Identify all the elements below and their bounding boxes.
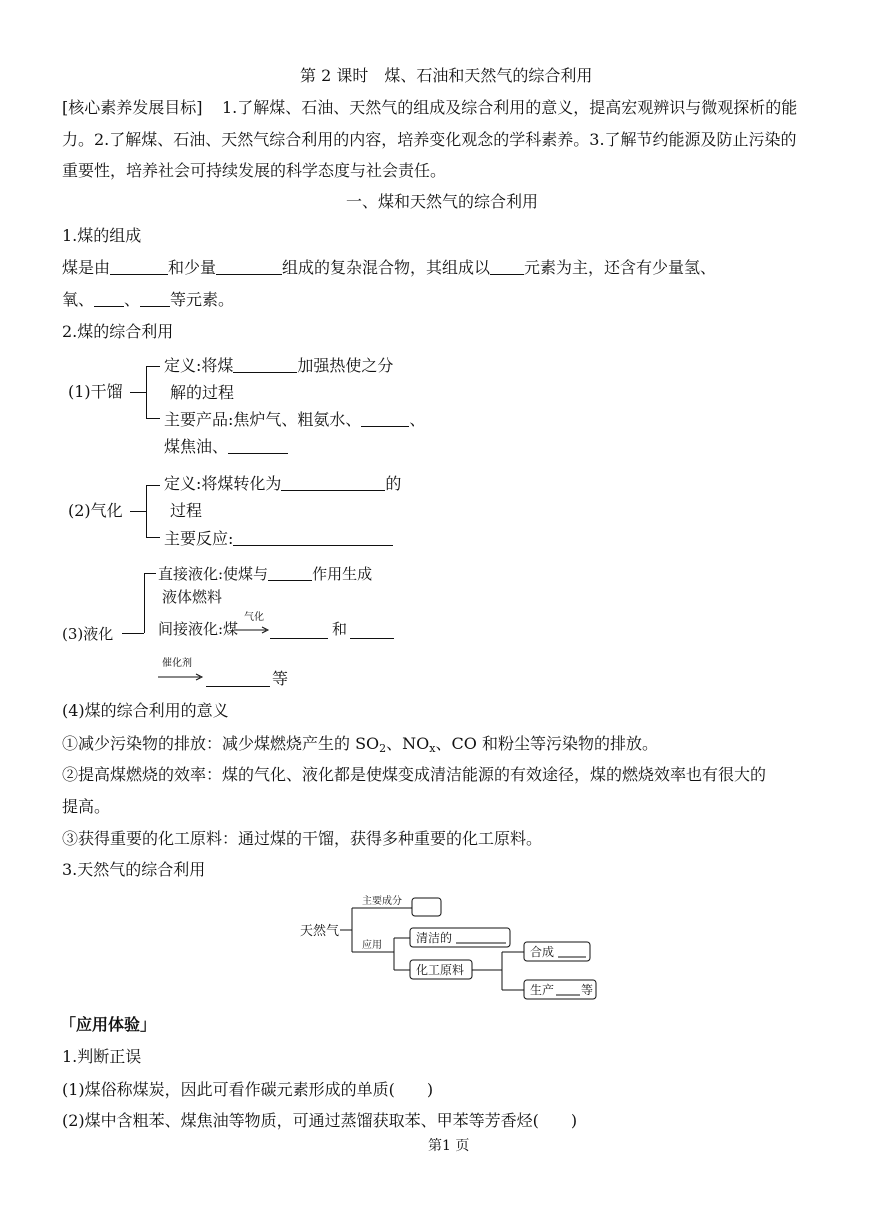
dry-products-line-1 bbox=[164, 412, 425, 428]
bracket-stem bbox=[122, 633, 144, 634]
goals-label: [核心素养发展目标] bbox=[62, 98, 203, 117]
answer-blank[interactable] bbox=[268, 566, 312, 581]
text: 氧、 bbox=[62, 290, 95, 309]
gasify-arrow-label: 气化 bbox=[244, 612, 264, 623]
gas-def-line-1 bbox=[164, 476, 401, 492]
use-label: 应用 bbox=[362, 940, 382, 951]
meaning-point-3: ③获得重要的化工原料：通过煤的干馏，获得多种重要的化工原料。 bbox=[62, 829, 543, 848]
answer-blank[interactable] bbox=[228, 439, 288, 454]
answer-blank[interactable] bbox=[110, 260, 168, 275]
text: 、 bbox=[124, 290, 141, 309]
subscript: x bbox=[429, 742, 436, 755]
goals-line-2: 力。2.了解煤、石油、天然气综合利用的内容，培养变化观念的学科素养。3.了解节约能源及防止污染的 bbox=[62, 130, 797, 149]
coal-composition-heading: 1.煤的组成 bbox=[62, 226, 142, 245]
coal-composition-line-1 bbox=[62, 260, 716, 276]
bracket-vertical bbox=[144, 573, 145, 633]
text: 元素为主，还含有少量氢、 bbox=[524, 258, 717, 277]
text: 定义:将煤转化为 bbox=[164, 474, 282, 493]
produce-label: 生产 bbox=[530, 983, 555, 997]
practice-question-1: (1)煤俗称煤炭，因此可看作碳元素形成的单质( ) bbox=[62, 1080, 434, 1099]
bracket-stem bbox=[130, 511, 146, 512]
practice-heading: 「应用体验」 bbox=[60, 1015, 157, 1034]
text: 等元素。 bbox=[170, 290, 235, 309]
bracket-stem bbox=[130, 392, 146, 393]
dry-def-line-1 bbox=[164, 358, 393, 374]
answer-blank[interactable] bbox=[233, 531, 393, 546]
text: 的 bbox=[385, 474, 402, 493]
meaning-point-2: ②提高煤燃烧的效率：煤的气化、液化都是使煤变成清洁能源的有效途径，煤的燃烧效率也有很大的 bbox=[62, 765, 767, 784]
coal-use-heading: 2.煤的综合利用 bbox=[62, 322, 174, 341]
gasify-arrow bbox=[234, 626, 270, 634]
dry-products-line-2 bbox=[164, 439, 288, 455]
text: 主要产品:焦炉气、粗氨水、 bbox=[164, 410, 362, 429]
bracket-branch bbox=[146, 366, 160, 367]
root-label: 天然气 bbox=[300, 924, 340, 939]
liquefaction-label: (3)液化 bbox=[62, 625, 114, 643]
catalyst-arrow bbox=[158, 673, 204, 681]
page-number: 第1 页 bbox=[428, 1138, 470, 1154]
liq-etc-text: 等 bbox=[272, 669, 289, 688]
liq-and-text: 和 bbox=[332, 620, 348, 638]
answer-blank[interactable] bbox=[233, 358, 297, 373]
natural-gas-diagram bbox=[296, 890, 616, 1010]
text: 、 bbox=[409, 410, 426, 429]
text: 组成的复杂混合物，其组成以 bbox=[282, 258, 491, 277]
chem-label: 化工原料 bbox=[416, 963, 465, 977]
synth-label: 合成 bbox=[530, 945, 555, 959]
main-component-box[interactable] bbox=[412, 898, 441, 916]
answer-blank[interactable] bbox=[350, 624, 394, 639]
bracket-branch bbox=[146, 418, 160, 419]
goals-line-1: 1.了解煤、石油、天然气的组成及综合利用的意义，提高宏观辨识与微观探析的能 bbox=[222, 98, 798, 117]
text: 、NO bbox=[386, 734, 430, 753]
liq-direct-line-1 bbox=[158, 566, 372, 582]
answer-blank[interactable] bbox=[140, 292, 170, 307]
clean-label: 清洁的 bbox=[416, 931, 453, 945]
bracket-branch bbox=[146, 537, 160, 538]
liq-indirect-text: 间接液化:煤 bbox=[158, 620, 239, 638]
dry-def-line-2: 解的过程 bbox=[170, 383, 235, 402]
text: 直接液化:使煤与 bbox=[158, 565, 269, 583]
text: 作用生成 bbox=[312, 565, 373, 583]
answer-blank[interactable] bbox=[281, 476, 385, 491]
goals-line-3: 重要性，培养社会可持续发展的科学态度与社会责任。 bbox=[62, 161, 447, 180]
bracket-branch bbox=[146, 485, 160, 486]
liq-direct-line-2: 液体燃料 bbox=[162, 588, 223, 606]
text: ①减少污染物的排放：减少煤燃烧产生的 SO bbox=[62, 734, 380, 753]
meaning-point-1 bbox=[62, 736, 658, 754]
answer-blank[interactable] bbox=[490, 260, 524, 275]
text: 加强热使之分 bbox=[297, 356, 394, 375]
practice-subheading: 1.判断正误 bbox=[62, 1047, 142, 1066]
answer-blank[interactable] bbox=[270, 624, 328, 639]
meaning-point-2-cont: 提高。 bbox=[62, 797, 111, 816]
answer-blank[interactable] bbox=[94, 292, 124, 307]
page-title: 第 2 课时 煤、石油和天然气的综合利用 bbox=[300, 66, 593, 85]
text: 主要反应: bbox=[164, 529, 234, 548]
gas-def-line-2: 过程 bbox=[170, 501, 203, 520]
text: 、CO 和粉尘等污染物的排放。 bbox=[435, 734, 658, 753]
text: 和少量 bbox=[168, 258, 217, 277]
section-heading: 一、煤和天然气的综合利用 bbox=[346, 192, 539, 211]
catalyst-arrow-label: 催化剂 bbox=[162, 658, 192, 669]
text: 煤焦油、 bbox=[164, 437, 229, 456]
bracket-vertical bbox=[146, 366, 147, 418]
answer-blank[interactable] bbox=[216, 260, 282, 275]
bracket-vertical bbox=[146, 485, 147, 537]
bracket-branch bbox=[144, 573, 156, 574]
text: 煤是由 bbox=[62, 258, 111, 277]
answer-blank[interactable] bbox=[361, 412, 409, 427]
text: 定义:将煤 bbox=[164, 356, 234, 375]
main-component-label: 主要成分 bbox=[362, 896, 402, 907]
coal-composition-line-2 bbox=[62, 292, 234, 308]
gas-reaction-line bbox=[164, 531, 393, 547]
etc-label: 等 bbox=[581, 983, 594, 997]
practice-question-2: (2)煤中含粗苯、煤焦油等物质，可通过蒸馏获取苯、甲苯等芳香烃( ) bbox=[62, 1111, 578, 1130]
subscript: 2 bbox=[379, 742, 387, 755]
gasification-label: (2)气化 bbox=[68, 501, 123, 520]
meaning-heading: (4)煤的综合利用的意义 bbox=[62, 701, 229, 720]
dry-distillation-label: (1)干馏 bbox=[68, 382, 123, 401]
answer-blank[interactable] bbox=[206, 672, 270, 687]
natural-gas-heading: 3.天然气的综合利用 bbox=[62, 860, 206, 879]
